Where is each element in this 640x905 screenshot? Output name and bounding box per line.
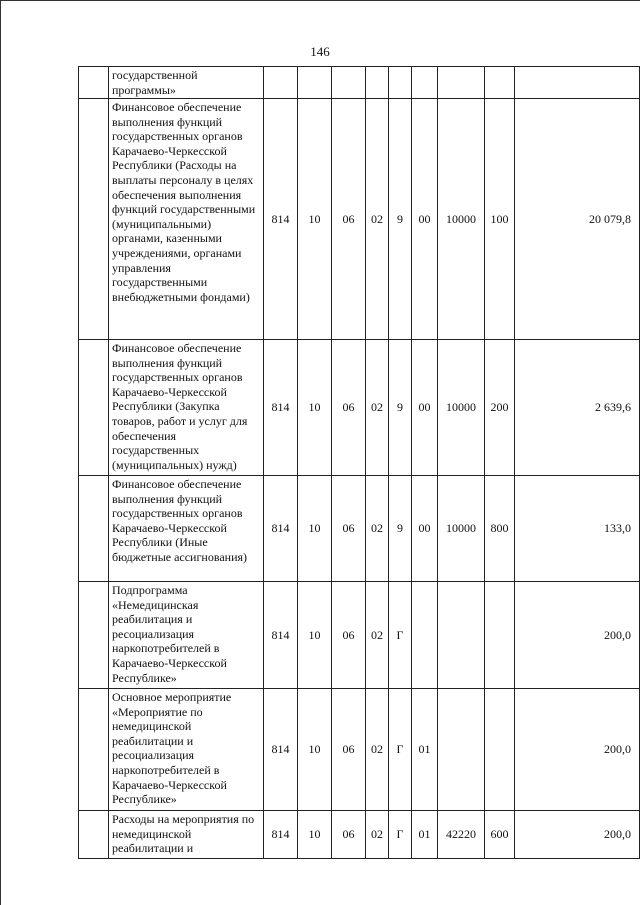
subsection-code: 06 [332, 811, 366, 859]
table-row [79, 67, 640, 99]
amount: 200,0 [515, 689, 640, 811]
table-row [79, 99, 640, 340]
row-index-cell [79, 340, 109, 476]
section-code: 10 [298, 340, 332, 476]
program-code: 02 [366, 689, 389, 811]
budget-table [78, 66, 640, 859]
row-name: Финансовое обеспечение выполнения функций государственных органов Карачаево-Черкесской Республики (Иные бюджетные ассигнования) [109, 476, 264, 582]
section-code: 10 [298, 811, 332, 859]
program-code: 02 [366, 99, 389, 340]
direction-code [438, 689, 485, 811]
amount: 133,0 [515, 476, 640, 582]
subprogram-code: 9 [389, 340, 412, 476]
row-index-cell [79, 476, 109, 582]
table-row [79, 476, 640, 582]
amount: 200,0 [515, 582, 640, 689]
direction-code: 42220 [438, 811, 485, 859]
row-index-cell [79, 99, 109, 340]
table-row [79, 582, 640, 689]
row-name: государственной программы» [109, 67, 264, 99]
row-name: Основное мероприятие «Мероприятие по немедицинской реабилитации и ресоциализация наркопотребителей в Карачаево-Черкесской Республике» [109, 689, 264, 811]
row-name: Финансовое обеспечение выполнения функций государственных органов Карачаево-Черкесской Республики (Закупка товаров, работ и услуг для обеспечения государственных (муниципальных) нужд) [109, 340, 264, 476]
subprogram-code: 9 [389, 99, 412, 340]
program-code: 02 [366, 582, 389, 689]
subprogram-code: Г [389, 811, 412, 859]
amount [515, 67, 640, 99]
program-code [366, 67, 389, 99]
table-row [79, 340, 640, 476]
amount: 200,0 [515, 811, 640, 859]
row-name: Финансовое обеспечение выполнения функций государственных органов Карачаево-Черкесской Республики (Расходы на выплаты персоналу в целях обеспечения выполнения функций государственными (муниципальными) органами, казенными учреждениями, органами управления государственными внебюджетными фондами) [109, 99, 264, 340]
subprogram-code [389, 67, 412, 99]
subsection-code [332, 67, 366, 99]
measure-code [412, 67, 438, 99]
subprogram-code: Г [389, 689, 412, 811]
direction-code [438, 582, 485, 689]
section-code: 10 [298, 476, 332, 582]
ministry-code: 814 [264, 811, 298, 859]
table-row [79, 811, 640, 859]
subsection-code: 06 [332, 340, 366, 476]
table-row [79, 689, 640, 811]
ministry-code: 814 [264, 582, 298, 689]
direction-code: 10000 [438, 99, 485, 340]
ministry-code [264, 67, 298, 99]
expense-type-code: 600 [485, 811, 515, 859]
expense-type-code [485, 67, 515, 99]
section-code: 10 [298, 99, 332, 340]
row-index-cell [79, 67, 109, 99]
amount: 2 639,6 [515, 340, 640, 476]
direction-code: 10000 [438, 476, 485, 582]
program-code: 02 [366, 811, 389, 859]
measure-code: 00 [412, 99, 438, 340]
measure-code: 00 [412, 340, 438, 476]
row-name: Расходы на мероприятия по немедицинской реабилитации и [109, 811, 264, 859]
subprogram-code: Г [389, 582, 412, 689]
row-index-cell [79, 582, 109, 689]
subprogram-code: 9 [389, 476, 412, 582]
expense-type-code: 100 [485, 99, 515, 340]
ministry-code: 814 [264, 99, 298, 340]
direction-code: 10000 [438, 340, 485, 476]
program-code: 02 [366, 340, 389, 476]
measure-code: 00 [412, 476, 438, 582]
expense-type-code: 200 [485, 340, 515, 476]
expense-type-code: 800 [485, 476, 515, 582]
page-number: 146 [310, 44, 330, 59]
scan-edge-top [0, 0, 640, 1]
measure-code: 01 [412, 689, 438, 811]
subsection-code: 06 [332, 582, 366, 689]
row-name: Подпрограмма «Немедицинская реабилитация и ресоциализация наркопотребителей в Карачаево-Черкесской Республике» [109, 582, 264, 689]
expense-type-code [485, 689, 515, 811]
ministry-code: 814 [264, 476, 298, 582]
direction-code [438, 67, 485, 99]
measure-code [412, 582, 438, 689]
subsection-code: 06 [332, 689, 366, 811]
row-index-cell [79, 811, 109, 859]
section-code [298, 67, 332, 99]
amount: 20 079,8 [515, 99, 640, 340]
measure-code: 01 [412, 811, 438, 859]
scan-edge-left [0, 0, 1, 905]
section-code: 10 [298, 689, 332, 811]
expense-type-code [485, 582, 515, 689]
row-index-cell [79, 689, 109, 811]
program-code: 02 [366, 476, 389, 582]
ministry-code: 814 [264, 340, 298, 476]
ministry-code: 814 [264, 689, 298, 811]
section-code: 10 [298, 582, 332, 689]
subsection-code: 06 [332, 476, 366, 582]
subsection-code: 06 [332, 99, 366, 340]
